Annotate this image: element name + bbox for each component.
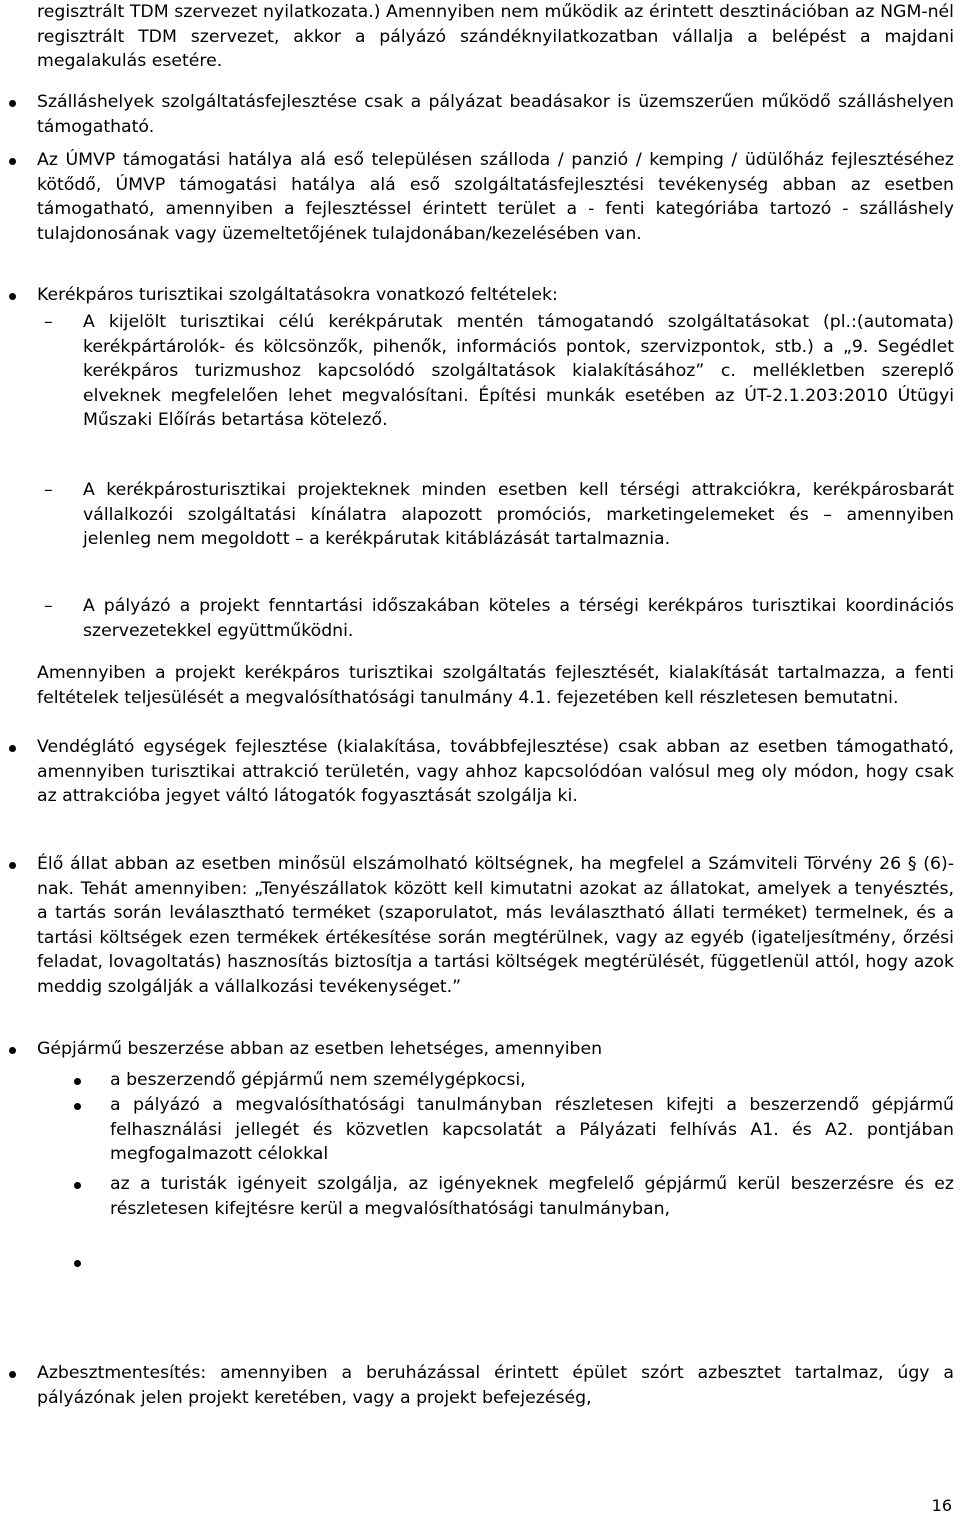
list-item-livestock: Élő állat abban az esetben minősül elszámolható költségnek, ha megfelel a Számviteli Törvény 26 § (6)-nak. Tehát amennyiben: „Tenyészállatok között kell kimutatni azokat az állatokat, amelyek a tenyésztés, a tartás során leválasztható terméket (szaporulatot, más leválasztható állati terméket) termelnek, és a tartási költségek ezen termékek értékesítése során megtérülnek, vagy az egyéb (igateljesítmény, őrzési feladat, lovagoltatás) hasznosítás biztosítja a tartási költségek megtérülését, függetlenül attól, hogy azok meddig szolgálják a vállalkozási tevékenységet.” <box>37 854 954 997</box>
bullet-icon <box>9 100 16 107</box>
dash-marker: – <box>44 312 53 332</box>
sub-item-tourist-needs: az a turisták igényeit szolgálja, az igényeknek megfelelő gépjármű kerül beszerzésre és ez részletesen kifejtésre kerül a megvalósíthatósági tanulmányban, <box>110 1174 954 1219</box>
bullet-icon <box>9 158 16 165</box>
bullet-icon <box>74 1182 81 1189</box>
paragraph-feasibility-study: Amennyiben a projekt kerékpáros turisztikai szolgáltatás fejlesztését, kialakítását tartalmazza, a fenti feltételek teljesülését a megvalósíthatósági tanulmány 4.1. fejezetében kell részletesen bemutatni. <box>37 663 954 708</box>
paragraph-tdm-continuation: regisztrált TDM szervezet nyilatkozata.) Amennyiben nem működik az érintett desztinációban az NGM-nél regisztrált TDM szervezet, akkor a pályázó szándéknyilatkozatban vállalja a belépést a majdani megalakulás esetére. <box>37 2 954 71</box>
bullet-icon <box>9 745 16 752</box>
bullet-icon <box>74 1078 81 1085</box>
bullet-icon <box>9 1371 16 1378</box>
bullet-icon <box>9 293 16 300</box>
list-item-catering: Vendéglátó egységek fejlesztése (kialakítása, továbbfejlesztése) csak abban az esetben támogatható, amennyiben turisztikai attrakció területén, vagy ahhoz kapcsolódóan valósul meg oly módon, hogy csak az attrakcióba jegyet váltó látogatók fogyasztását szolgálja ki. <box>37 737 954 806</box>
dash-item-bicycle-services: A kijelölt turisztikai célú kerékpárutak mentén támogatandó szolgáltatásokat (pl.:(automata) kerékpártárolók- és kölcsönzők, pihenők, információs pontok, szervizpontok, stb.) a „9. Segédlet kerékpáros turizmushoz kapcsolódó szolgáltatások kialakításához” c. mellékletben szereplő elveknek megfelelően lehet megvalósítani. Építési munkák esetében az ÚT-2.1.203:2010 Útügyi Műszaki Előírás betartása kötelező. <box>83 312 954 430</box>
bullet-icon <box>74 1260 81 1267</box>
bullet-icon <box>9 1047 16 1054</box>
list-item-asbestos: Azbesztmentesítés: amennyiben a beruházással érintett épület szórt azbesztet tartalmaz, úgy a pályázónak jelen projekt keretében, vagy a projekt befejezéség, <box>37 1363 954 1408</box>
list-item-accommodation: Szálláshelyek szolgáltatásfejlesztése csak a pályázat beadásakor is üzemszerűen működő szálláshelyen támogatható. <box>37 92 954 137</box>
list-item-umvp: Az ÚMVP támogatási hatálya alá eső településen szálloda / panzió / kemping / üdülőház fejlesztéséhez kötődő, ÚMVP támogatási hatálya alá eső szolgáltatásfejlesztési tevékenység abban az esetben támogatható, amennyiben a fejlesztéssel érintett terület a - fenti kategóriába tartozó - szálláshely tulajdonosának vagy üzemeltetőjének tulajdonában/kezelésében van. <box>37 150 954 244</box>
list-item-vehicle-purchase: Gépjármű beszerzése abban az esetben lehetséges, amennyiben <box>37 1039 603 1059</box>
dash-item-bicycle-projects: A kerékpárosturisztikai projekteknek minden esetben kell térségi attrakciókra, kerékpárosbarát vállalkozói szolgáltatási kínálatra alapozott promóciós, marketingelemeket és – amennyiben jelenleg nem megoldott – a kerékpárutak kitáblázását tartalmaznia. <box>83 480 954 549</box>
dash-marker: – <box>44 596 53 616</box>
bullet-icon <box>74 1103 81 1110</box>
bullet-icon <box>9 862 16 869</box>
page-number: 16 <box>931 1496 952 1515</box>
list-item-bicycle-conditions: Kerékpáros turisztikai szolgáltatásokra vonatkozó feltételek: <box>37 285 558 305</box>
sub-item-not-passenger-car: a beszerzendő gépjármű nem személygépkocsi, <box>110 1070 526 1090</box>
dash-marker: – <box>44 480 53 500</box>
sub-item-feasibility-detail: a pályázó a megvalósíthatósági tanulmányban részletesen kifejti a beszerzendő gépjármű felhasználási jellegét és közvetlen kapcsolatát a Pályázati felhívás A1. és A2. pontjában megfogalmazott célokkal <box>110 1095 954 1164</box>
dash-item-cooperation: A pályázó a projekt fenntartási időszakában köteles a térségi kerékpáros turisztikai koordinációs szervezetekkel együttműködni. <box>83 596 954 641</box>
